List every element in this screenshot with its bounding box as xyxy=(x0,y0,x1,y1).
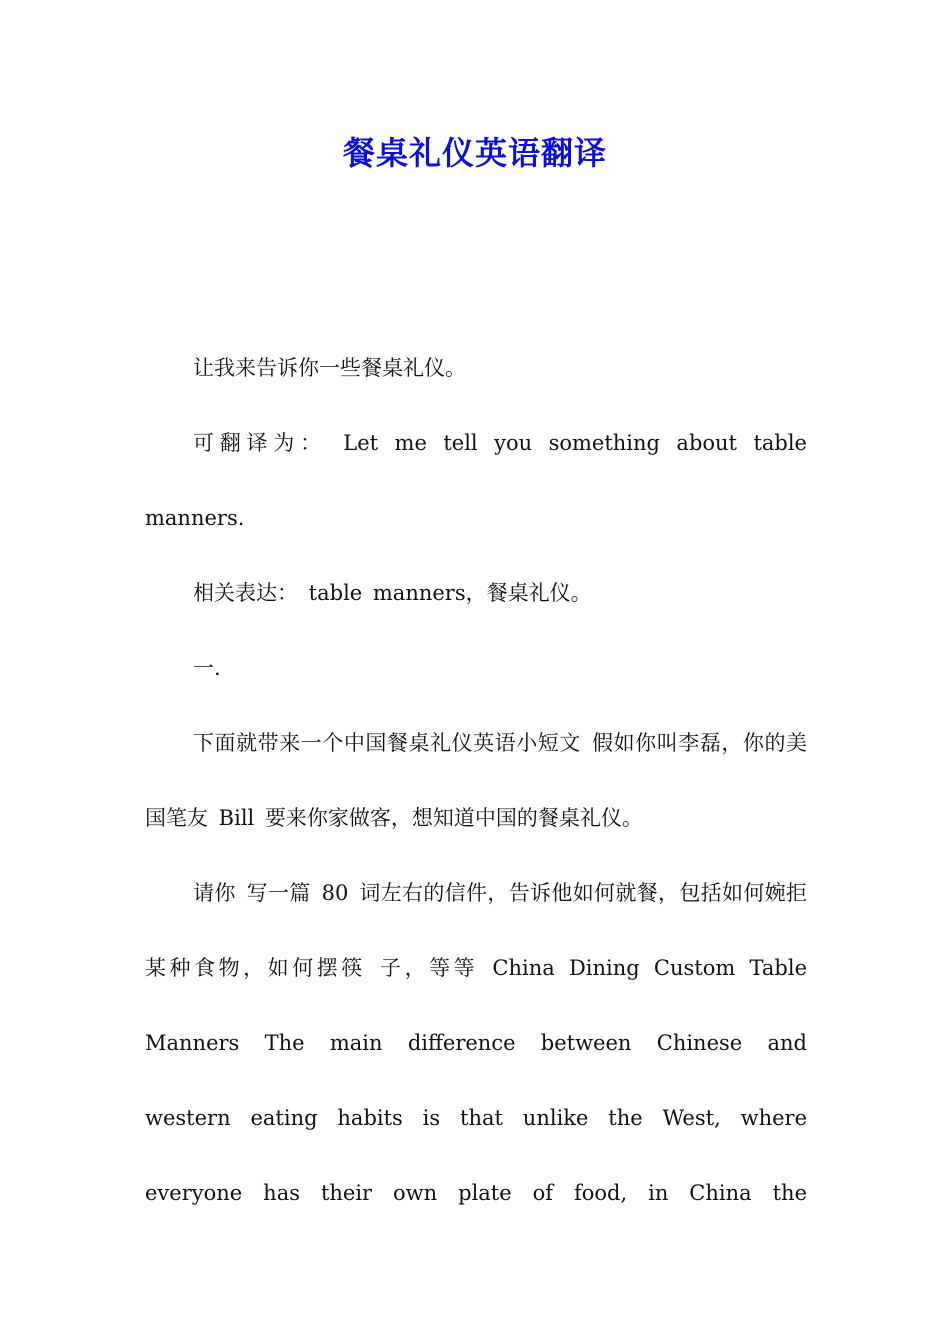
paragraph-intro: 让我来告诉你一些餐桌礼仪。 xyxy=(193,356,466,380)
paragraph-related-expression: 相关表达： table manners，餐桌礼仪。 xyxy=(193,581,592,605)
paragraph-essay-prompt: 下面就带来一个中国餐桌礼仪英语小短文 假如你叫李磊，你的美国笔友 Bill 要来你家做客，想知道中国的餐桌礼仪。 xyxy=(145,731,807,830)
paragraph-section-number: 一. xyxy=(193,656,221,680)
document-title: 餐桌礼仪英语翻译 xyxy=(342,134,607,172)
document-body xyxy=(145,331,807,1231)
paragraph-essay-body: 请你 写一篇 80 词左右的信件，告诉他如何就餐，包括如何婉拒某种食物，如何摆筷 子，等等 China Dining Custom Table Manners The main difference between Chinese and western eating habits is that unlike the West, where everyone has their own plate of food, in China the xyxy=(145,881,807,1205)
paragraph-translation: 可翻译为： Let me tell you something about table manners. xyxy=(145,431,807,530)
